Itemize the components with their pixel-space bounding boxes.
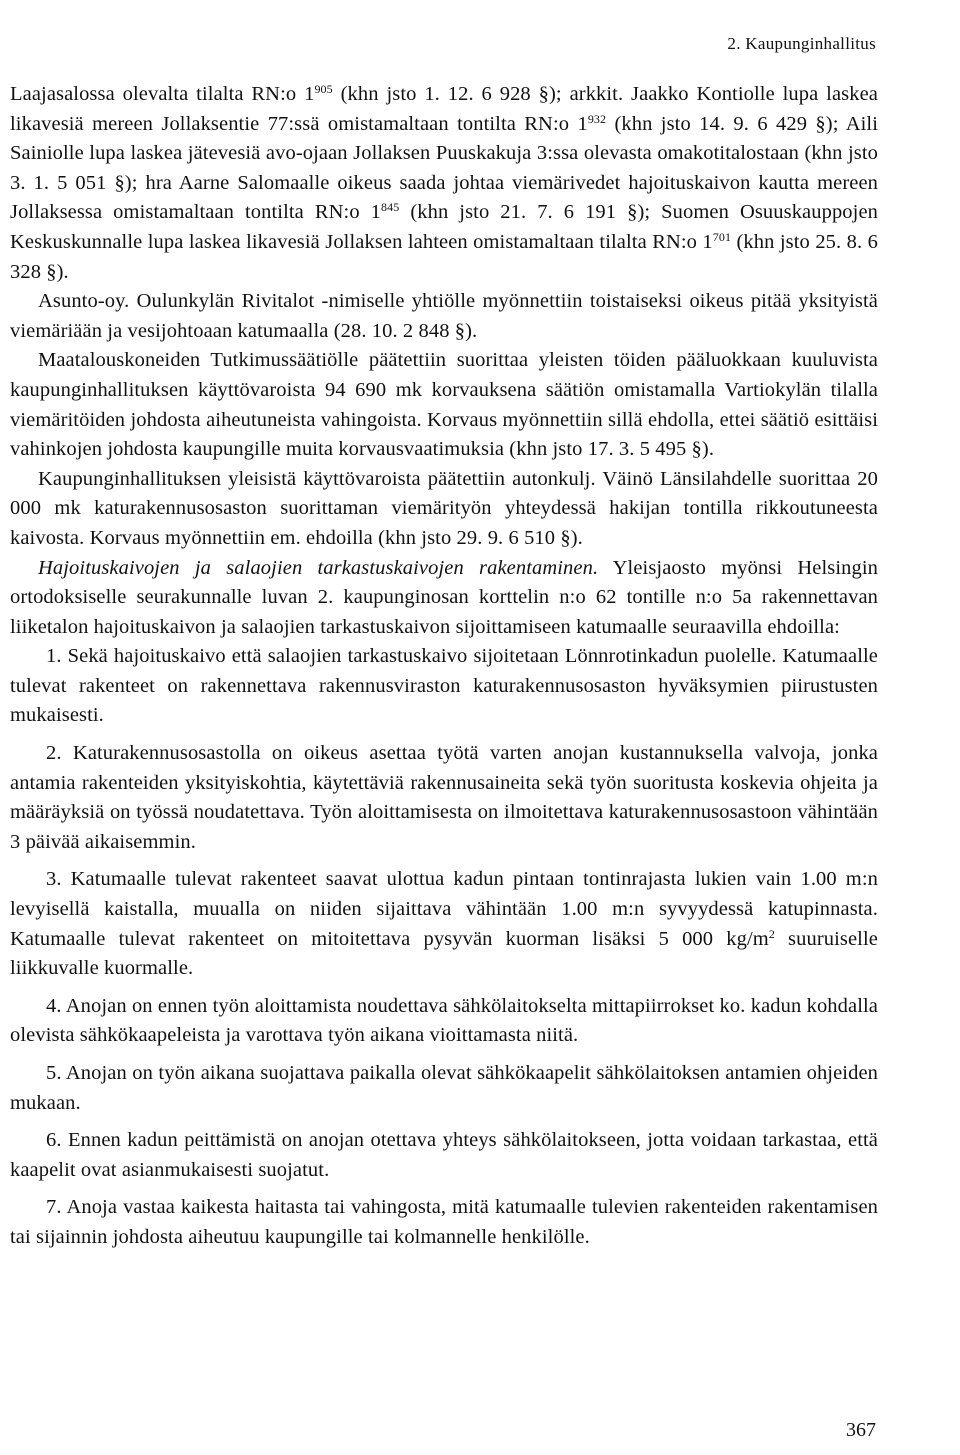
text-segment: Laajasalossa olevalta tilalta RN:o 1 [10,83,315,105]
text-segment: (khn jsto 1. 12. 6 928 §); arkkit. Jaakko Kontiolle lupa laskea likavesiä mereen Jollaksentie 77:ssä omistamaltaan tontilta RN:o 1 [10,83,878,135]
paragraph-asunto-oy: Asunto-oy. Oulunkylän Rivitalot -nimiselle yhtiölle myönnettiin toistaiseksi oikeus pitää yksityistä viemäriään ja vesijohtoaan katumaalla (28. 10. 2 848 §). [10,290,878,342]
condition-item: 7. Anoja vastaa kaikesta haitasta tai vahingosta, mitä katumaalle tulevien rakenteiden rakentamisen tai sijainnin johdosta aiheutuu kaupungille tai kolmannelle henkilölle. [10,1196,878,1248]
superscript: 2 [768,926,775,941]
condition-item: 2. Katurakennusosastolla on oikeus asettaa työtä varten anojan kustannuksella valvoja, jonka antamia rakenteiden yksityiskohtia, käytettäviä rakennusaineita sekä työn suoritusta koskevia ohjeita ja määräyksiä on työssä noudatettava. Työn aloittamisesta on ilmoitettava katurakennusosastoon vähintään 3 päivää aikaisemmin. [10,742,878,853]
condition-item: 1. Sekä hajoituskaivo että salaojien tarkastuskaivo sijoitetaan Lönnrotinkadun puolelle. Katumaalle tulevat rakenteet on rakennettava rakennusviraston katurakennusosaston hyväksymien piirustusten mukaisesti. [10,645,878,727]
section-heading: Hajoituskaivojen ja salaojien tarkastuskaivojen rakentaminen. [38,556,599,579]
text-segment: (khn jsto 21. 7. 6 191 §); Suomen Osuuskauppojen Keskuskunnalle lupa laskea likavesiä Jollaksen lahteen omistamaltaan tilalta RN:o 1 [10,201,878,253]
condition-item: 6. Ennen kadun peittämistä on anojan otettava yhteys sähkölaitokseen, jotta voidaan tarkastaa, että kaapelit ovat asianmukaisesti suojatut. [10,1129,878,1181]
superscript: 932 [587,111,607,126]
superscript: 905 [314,82,333,96]
superscript: 701 [712,229,732,244]
text-segment: suuruiselle liikkuvalle kuormalle. [10,927,878,980]
condition-item: 4. Anojan on ennen työn aloittamista noudettava sähkölaitokselta mittapiirrokset ko. kadun kohdalla olevista sähkökaapeleista ja varottava työn aikana vioittamasta niitä. [10,994,878,1047]
text-segment: (khn jsto 25. 8. 6 328 §). [10,230,878,283]
paragraph-permits [10,80,878,287]
body-text [10,80,878,1253]
paragraph-hajoituskaivojen [10,554,878,643]
condition-item [10,865,878,983]
text-segment: (khn jsto 14. 9. 6 429 §); Aili Sainiolle lupa laskea jätevesiä avo-ojaan Jollaksen Puuskakuja 3:ssa olevasta omakotitalostaan (khn jsto 3. 1. 5 051 §); hra Aarne Salomaalle oikeus saada johtaa viemärivedet hajoituskaivon kautta mereen Jollaksessa omistamaltaan tontilta RN:o 1 [10,112,878,224]
text-segment: 3. Katumaalle tulevat rakenteet saavat ulottua kadun pintaan tontinrajasta lukien vain 1.00 m:n levyisellä kaistalla, muualla on niiden sijaittava vähintään 1.00 m:n syvyydessä katupinnasta. Katumaalle tulevat rakenteet on mitoitettava pysyvän kuorman lisäksi 5 000 kg/m [10,868,878,950]
paragraph-maatalouskoneiden: Maatalouskoneiden Tutkimussäätiölle päätettiin suorittaa yleisten töiden pääluokkaan kuuluvista kaupunginhallituksen käyttövaroista 94 690 mk korvauksena säätiön omistamalla Vartiokylän tilalla viemäritöiden johdosta aiheutuneista vahingoista. Korvaus myönnettiin sillä ehdolla, ettei säätiö esittäisi vahinkojen johdosta kaupungille muita korvausvaatimuksia (khn jsto 17. 3. 5 495 §). [10,349,878,461]
condition-item: 5. Anojan on työn aikana suojattava paikalla olevat sähkökaapelit sähkölaitoksen antamien ohjeiden mukaan. [10,1062,878,1114]
text-segment: Yleisjaosto myönsi Helsingin ortodoksiselle seurakunnalle luvan 2. kaupunginosan korttelin n:o 62 tontille n:o 5a rakennettavan liiketalon hajoituskaivon ja salaojien tarkastuskaivon sijoittamiseen katumaalle seuraavilla ehdoilla: [10,556,878,638]
superscript: 845 [381,200,400,215]
running-head: 2. Kaupunginhallitus [727,34,876,53]
paragraph-kaupunginhallituksen: Kaupunginhallituksen yleisistä käyttövaroista päätettiin autonkulj. Väinö Länsilahdelle suorittaa 20 000 mk katurakennusosaston suorittaman viemärityön yhteydessä hakijan tontilla rikkoutuneesta kaivosta. Korvaus myönnettiin em. ehdoilla (khn jsto 29. 9. 6 510 §). [10,467,878,549]
page-number: 367 [846,1419,876,1441]
